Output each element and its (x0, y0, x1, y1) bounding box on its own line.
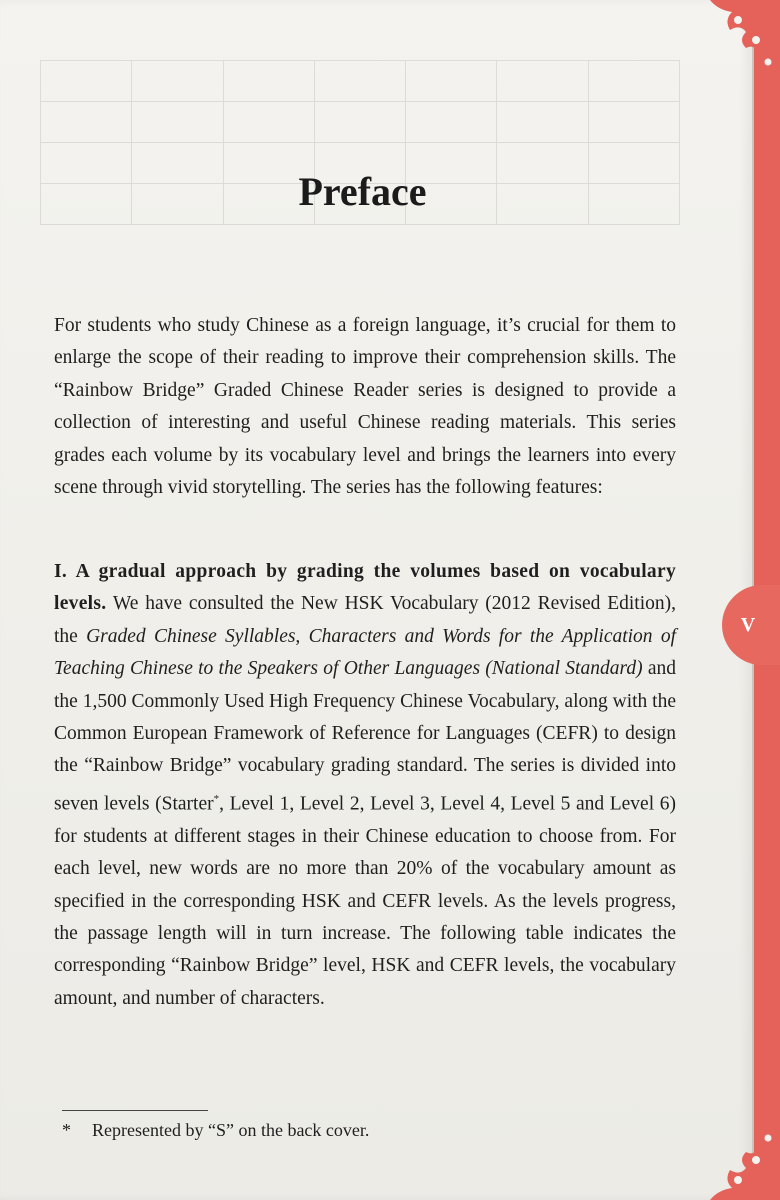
feature-footnote-mark: * (213, 792, 220, 805)
feature-paragraph (54, 556, 676, 1015)
feature-heading: I. A gradual approach by grading the volumes based on vocabulary levels. (54, 561, 676, 615)
page-number: V (740, 613, 756, 636)
footnote-marker: * (62, 1120, 71, 1140)
footnote-rule (62, 1110, 208, 1111)
intro-paragraph: For students who study Chinese as a foreign language, it’s crucial for them to enlarge the scope of their reading to improve their comprehension skills. The “Rainbow Bridge” Graded Chinese Reader series is designed to provide a collection of interesting and useful Chinese reading materials. This series grades each volume by its vocabulary level and brings the learners into every scene through vivid storytelling. The series has the following features: (54, 315, 676, 499)
footnote-text: Represented by “S” on the back cover. (92, 1120, 370, 1140)
page-title: Preface (298, 169, 427, 214)
feature-body-a: We have consulted the New HSK Vocabulary (2012 Revised Edition), the (54, 593, 676, 647)
cloud-ornament-bottom-icon (680, 1100, 780, 1200)
feature-body-italic: Graded Chinese Syllables, Characters and Words for the Application of Teaching Chinese to the Speakers of Other Languages (National Standard) (54, 625, 676, 680)
cloud-ornament-top-icon (680, 0, 780, 100)
feature-body-c: , Level 1, Level 2, Level 3, Level 4, Level 5 and Level 6) for students at different stages in their Chinese education to choose from. For each level, new words are no more than 20% of the vocabulary amount as specified in the corresponding HSK and CEFR levels. As the levels progress, the passage length will in turn increase. The following table indicates the corresponding “Rainbow Bridge” level, HSK and CEFR levels, the vocabulary amount, and number of characters. (54, 793, 676, 1009)
footnote (62, 1120, 369, 1141)
feature-body-b: and the 1,500 Commonly Used High Frequency Chinese Vocabulary, along with the Common European Framework of Reference for Languages (CEFR) to design the “Rainbow Bridge” vocabulary grading standard. The series is divided into seven levels (Starter (54, 658, 676, 815)
